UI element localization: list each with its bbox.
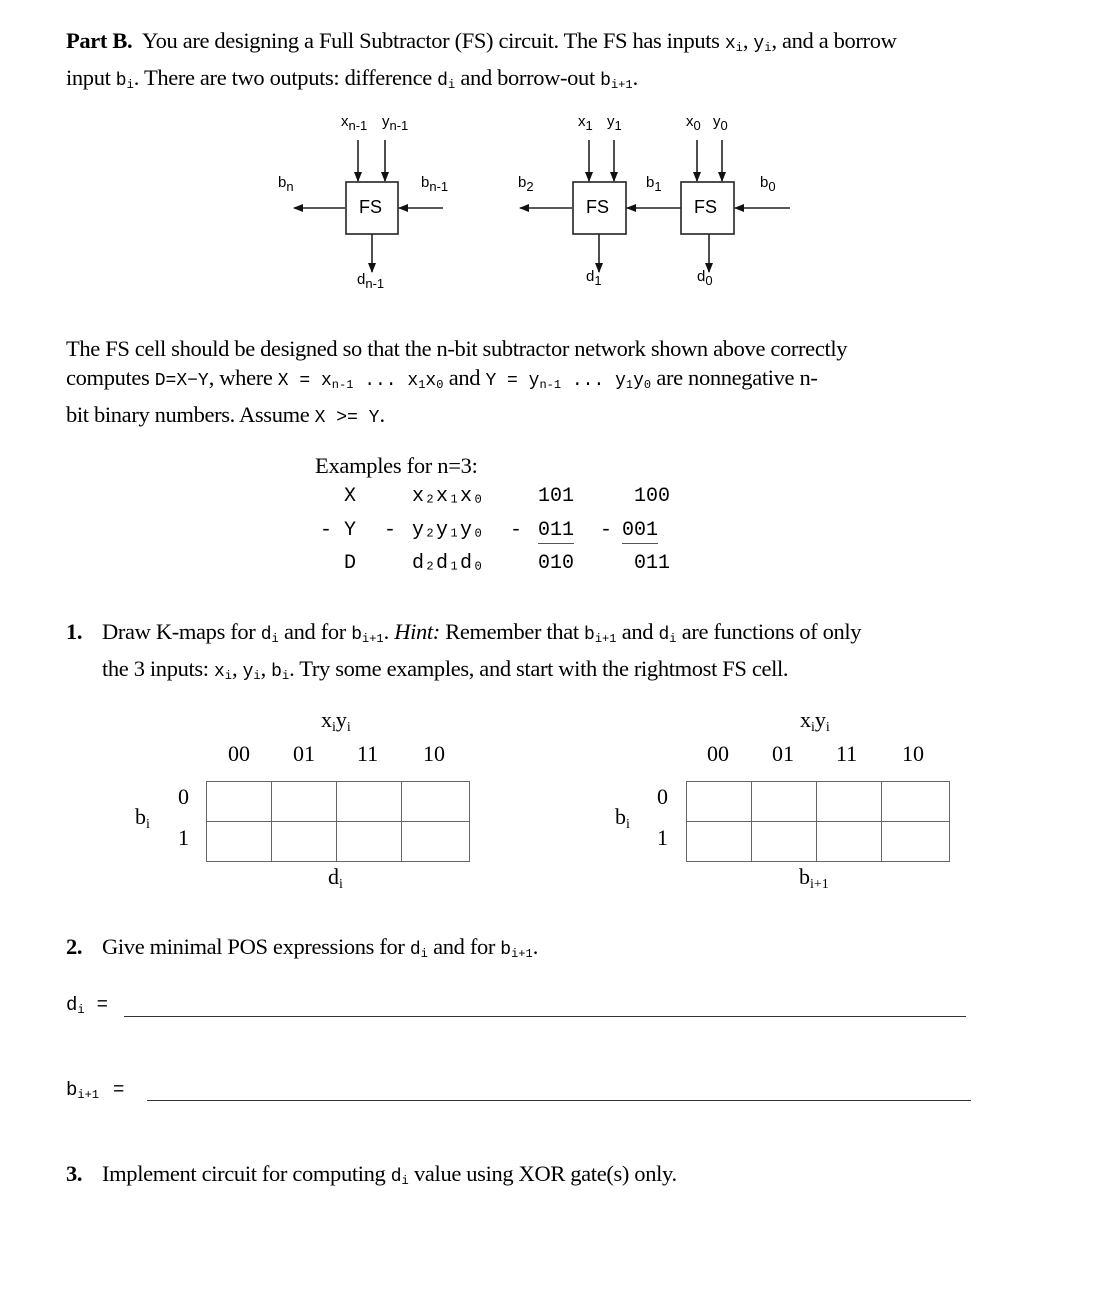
b-subscript: 0 — [768, 179, 776, 194]
bits: y₂y₁y₀ — [412, 519, 485, 542]
op: - — [320, 519, 333, 542]
kmap-cell[interactable] — [402, 822, 470, 862]
b-subscript: n — [286, 179, 294, 194]
kmap-col-header: 10 — [902, 741, 924, 766]
sub: i+1 — [511, 947, 533, 961]
d-label: d — [390, 1167, 402, 1187]
b-label: b — [351, 625, 363, 645]
text: and for — [427, 934, 501, 959]
x: x — [800, 707, 811, 732]
d-subscript: 1 — [594, 273, 602, 288]
kmap-cell[interactable] — [337, 822, 402, 862]
sub: i+1 — [77, 1088, 100, 1102]
kmap-col-header: 00 — [707, 741, 729, 766]
kmap-column-variable — [321, 707, 351, 736]
borrow-in-label — [421, 174, 448, 194]
sub: i — [669, 632, 677, 646]
b-label: b — [66, 1079, 78, 1101]
d: d — [328, 864, 339, 889]
question-1 — [66, 617, 861, 691]
sub: i — [77, 1003, 85, 1017]
text: . — [383, 619, 395, 644]
sub: 0 — [643, 378, 652, 392]
borrow-out-label — [278, 174, 294, 194]
question-3 — [66, 1159, 677, 1196]
bits: x₂x₁x₀ — [412, 485, 485, 508]
text: and — [616, 619, 659, 644]
text: , where — [208, 365, 278, 390]
kmap-col-header: 00 — [228, 741, 250, 766]
example-row — [320, 485, 670, 508]
sub: i — [420, 947, 428, 961]
bits: d₂d₁d₀ — [412, 552, 485, 575]
kmap-row-header: 1 — [178, 825, 189, 850]
example-1-value: 101 — [538, 485, 575, 508]
example-2-value: 011 — [634, 552, 671, 575]
b-label: b — [646, 174, 655, 191]
b-subscript: 1 — [654, 179, 662, 194]
sub: i — [332, 720, 336, 735]
kmap-col-header: 10 — [423, 741, 445, 766]
sub: i+1 — [810, 877, 829, 892]
sub: i — [825, 720, 830, 735]
x-label: x — [686, 113, 694, 130]
b-label: b — [278, 174, 287, 191]
x-label: x — [578, 113, 586, 130]
sub: i+1 — [362, 632, 384, 646]
y-subscript: 1 — [614, 118, 622, 133]
x-label: x — [724, 34, 736, 54]
kmap-caption — [799, 864, 829, 893]
kmap-row — [207, 782, 470, 822]
text: are functions of only — [676, 619, 862, 644]
kmap-cell[interactable] — [817, 822, 882, 862]
kmap-col-header: 11 — [836, 741, 858, 766]
kmap-caption — [328, 864, 343, 893]
text: value using XOR gate(s) only. — [408, 1161, 677, 1186]
d-subscript: 0 — [705, 273, 713, 288]
b: b — [799, 864, 810, 889]
part-heading: Part B. — [66, 28, 133, 53]
y: y — [633, 371, 644, 391]
y-subscript: n-1 — [389, 118, 409, 133]
answer-line-b[interactable] — [147, 1100, 971, 1101]
kmap-cell[interactable] — [272, 822, 337, 862]
input-y-label — [607, 113, 622, 133]
question-2 — [66, 932, 538, 969]
equals: = — [96, 994, 109, 1016]
y-subscript: 0 — [720, 118, 728, 133]
fs-cell-label: FS — [359, 197, 383, 217]
d-label: d — [437, 71, 448, 91]
d-label: d — [409, 940, 421, 960]
diff-out-label — [357, 271, 384, 291]
input-y-label — [713, 113, 728, 133]
op: - — [510, 519, 523, 542]
b-label: b — [600, 71, 611, 91]
borrow-mid-label — [646, 174, 662, 194]
kmap-cell[interactable] — [752, 822, 817, 862]
equals: = — [113, 1079, 125, 1101]
d-label: d — [586, 268, 595, 285]
borrow-in-label — [760, 174, 776, 194]
sub: i — [401, 1174, 409, 1188]
y-definition — [485, 371, 651, 391]
sub: i — [253, 669, 261, 683]
sub: i — [626, 817, 630, 832]
text: bit binary numbers. Assume — [66, 402, 315, 427]
y-label: y — [242, 662, 254, 682]
equation: D=X−Y — [154, 371, 209, 391]
b-label: b — [584, 625, 595, 645]
b-label: b — [421, 174, 430, 191]
dots: ... y — [561, 371, 626, 391]
sub: n-1 — [331, 378, 354, 392]
b-label: b — [271, 662, 282, 682]
op: - — [384, 519, 397, 542]
text: . — [532, 934, 538, 959]
symbol: D — [344, 552, 357, 575]
comma: , — [260, 656, 272, 681]
kmap-cell[interactable] — [882, 822, 950, 862]
intro-text: and borrow-out — [455, 65, 601, 90]
kmap-row-header: 0 — [178, 784, 189, 809]
kmap-col-header: 01 — [772, 741, 794, 766]
example-2-value: 100 — [634, 485, 671, 508]
question-number: 2. — [66, 934, 83, 959]
y-label: y — [753, 34, 765, 54]
op: - — [600, 519, 613, 542]
b-subscript: 2 — [526, 179, 534, 194]
x-label: x — [213, 662, 225, 682]
b-subscript: i — [126, 78, 134, 92]
x-definition — [278, 371, 444, 391]
question-1-line-1 — [66, 617, 861, 654]
dots: ... x — [353, 371, 419, 391]
hint-label: Hint: — [394, 619, 440, 644]
text: Implement circuit for computing — [102, 1161, 391, 1186]
kmap-cell[interactable] — [882, 782, 950, 822]
example-row — [320, 552, 670, 575]
b-label: b — [115, 71, 127, 91]
kmap-col-header: 11 — [357, 741, 379, 766]
kmap-grid — [686, 781, 950, 862]
y-subscript: i — [764, 41, 772, 55]
text: Give minimal POS expressions for — [102, 934, 410, 959]
text: computes — [66, 365, 155, 390]
answer-label-b — [66, 1079, 124, 1102]
input-x-label — [341, 113, 367, 133]
description-paragraph — [66, 334, 847, 433]
intro-text: . There are two outputs: difference — [133, 65, 438, 90]
kmap-cell[interactable] — [752, 782, 817, 822]
d-label: d — [658, 625, 670, 645]
sub: 0 — [436, 378, 444, 392]
b: b — [615, 804, 626, 829]
intro-text: input — [66, 65, 116, 90]
sub: i — [271, 632, 279, 646]
sub: i — [224, 669, 232, 683]
sub: i+1 — [594, 632, 617, 646]
sub: 1 — [418, 378, 426, 392]
y-eq: Y = y — [485, 371, 540, 391]
kmap-cell[interactable] — [817, 782, 882, 822]
input-x-label — [686, 113, 701, 133]
description-line-2 — [66, 363, 847, 400]
question-number: 3. — [66, 1161, 83, 1186]
b-label: b — [500, 940, 512, 960]
d-label: d — [697, 268, 706, 285]
example-2-value: 001 — [622, 519, 659, 542]
x-label: x — [341, 113, 349, 130]
kmap-row-variable — [615, 804, 630, 833]
kmap-cell[interactable] — [402, 782, 470, 822]
d-subscript: i — [447, 78, 456, 92]
text: and for — [278, 619, 352, 644]
sub: i — [346, 720, 351, 735]
question-number: 1. — [66, 619, 83, 644]
b-label: b — [760, 174, 769, 191]
intro-text: , and a borrow — [771, 28, 897, 53]
kmap-cell[interactable] — [687, 822, 752, 862]
x-eq: X = x — [277, 371, 332, 391]
example-row — [320, 519, 658, 544]
comma: , — [232, 656, 243, 681]
x: x — [425, 371, 437, 391]
borrow-out-label — [518, 174, 534, 194]
subtractor-network-diagram — [0, 0, 1096, 320]
kmap-row — [687, 782, 950, 822]
kmap-cell[interactable] — [687, 782, 752, 822]
x-subscript: 1 — [585, 118, 593, 133]
y-label: y — [382, 113, 390, 130]
text: are nonnegative n- — [651, 365, 818, 390]
diff-out-label — [586, 268, 602, 288]
diff-out-label — [697, 268, 713, 288]
kmap-grid — [206, 781, 470, 862]
sub: i — [146, 817, 150, 832]
x-subscript: i — [735, 41, 743, 55]
x: x — [321, 707, 332, 732]
kmap-row-header: 1 — [657, 825, 668, 850]
sub: i — [339, 877, 343, 892]
d-label: d — [260, 625, 272, 645]
sub: i — [811, 720, 815, 735]
intro-text: You are designing a Full Subtractor (FS) circuit. The FS has inputs — [142, 28, 725, 53]
examples-title: Examples for n=3: — [315, 453, 478, 478]
sub: 1 — [625, 378, 634, 392]
y: y — [335, 707, 347, 732]
example-1-value: 010 — [538, 552, 575, 575]
d-subscript: n-1 — [365, 276, 385, 291]
text: the 3 inputs: — [102, 656, 214, 681]
b: b — [135, 804, 146, 829]
description-line-1: The FS cell should be designed so that the n-bit subtractor network shown above correctly — [66, 336, 848, 361]
input-x-label — [578, 113, 593, 133]
kmap-cell[interactable] — [207, 822, 272, 862]
kmap-col-header: 01 — [293, 741, 315, 766]
text: and — [443, 365, 486, 390]
y: y — [814, 707, 826, 732]
symbol: X — [344, 485, 357, 508]
kmap-cell[interactable] — [207, 782, 272, 822]
text: Remember that — [439, 619, 585, 644]
sub: i — [281, 669, 290, 683]
d-label: d — [66, 994, 78, 1016]
answer-label-d — [66, 994, 108, 1017]
fs-cell-label: FS — [586, 197, 610, 217]
period: . — [632, 65, 638, 90]
comma: , — [742, 28, 754, 53]
question-1-line-2 — [66, 654, 861, 691]
d-label: d — [357, 271, 366, 288]
kmap-cell[interactable] — [337, 782, 402, 822]
sub: n-1 — [539, 378, 562, 392]
y-label: y — [713, 113, 721, 130]
b-subscript: i+1 — [610, 78, 633, 92]
kmap-cell[interactable] — [272, 782, 337, 822]
condition: X >= Y — [314, 408, 380, 428]
b-label: b — [518, 174, 527, 191]
y-label: y — [607, 113, 615, 130]
b-subscript: n-1 — [429, 179, 449, 194]
fs-cell-label: FS — [694, 197, 718, 217]
text: . — [379, 402, 385, 427]
kmap-column-variable — [800, 707, 830, 736]
symbol: Y — [344, 519, 357, 542]
kmap-row — [687, 822, 950, 862]
kmap-row-variable — [135, 804, 150, 833]
description-line-3 — [66, 400, 847, 433]
text: Draw K-maps for — [102, 619, 261, 644]
x-subscript: n-1 — [348, 118, 368, 133]
x-subscript: 0 — [693, 118, 701, 133]
example-1-value: 011 — [538, 519, 575, 542]
answer-line-d[interactable] — [124, 1016, 966, 1017]
kmap-row — [207, 822, 470, 862]
kmap-row-header: 0 — [657, 784, 668, 809]
input-y-label — [382, 113, 408, 133]
text: . Try some examples, and start with the rightmost FS cell. — [289, 656, 789, 681]
